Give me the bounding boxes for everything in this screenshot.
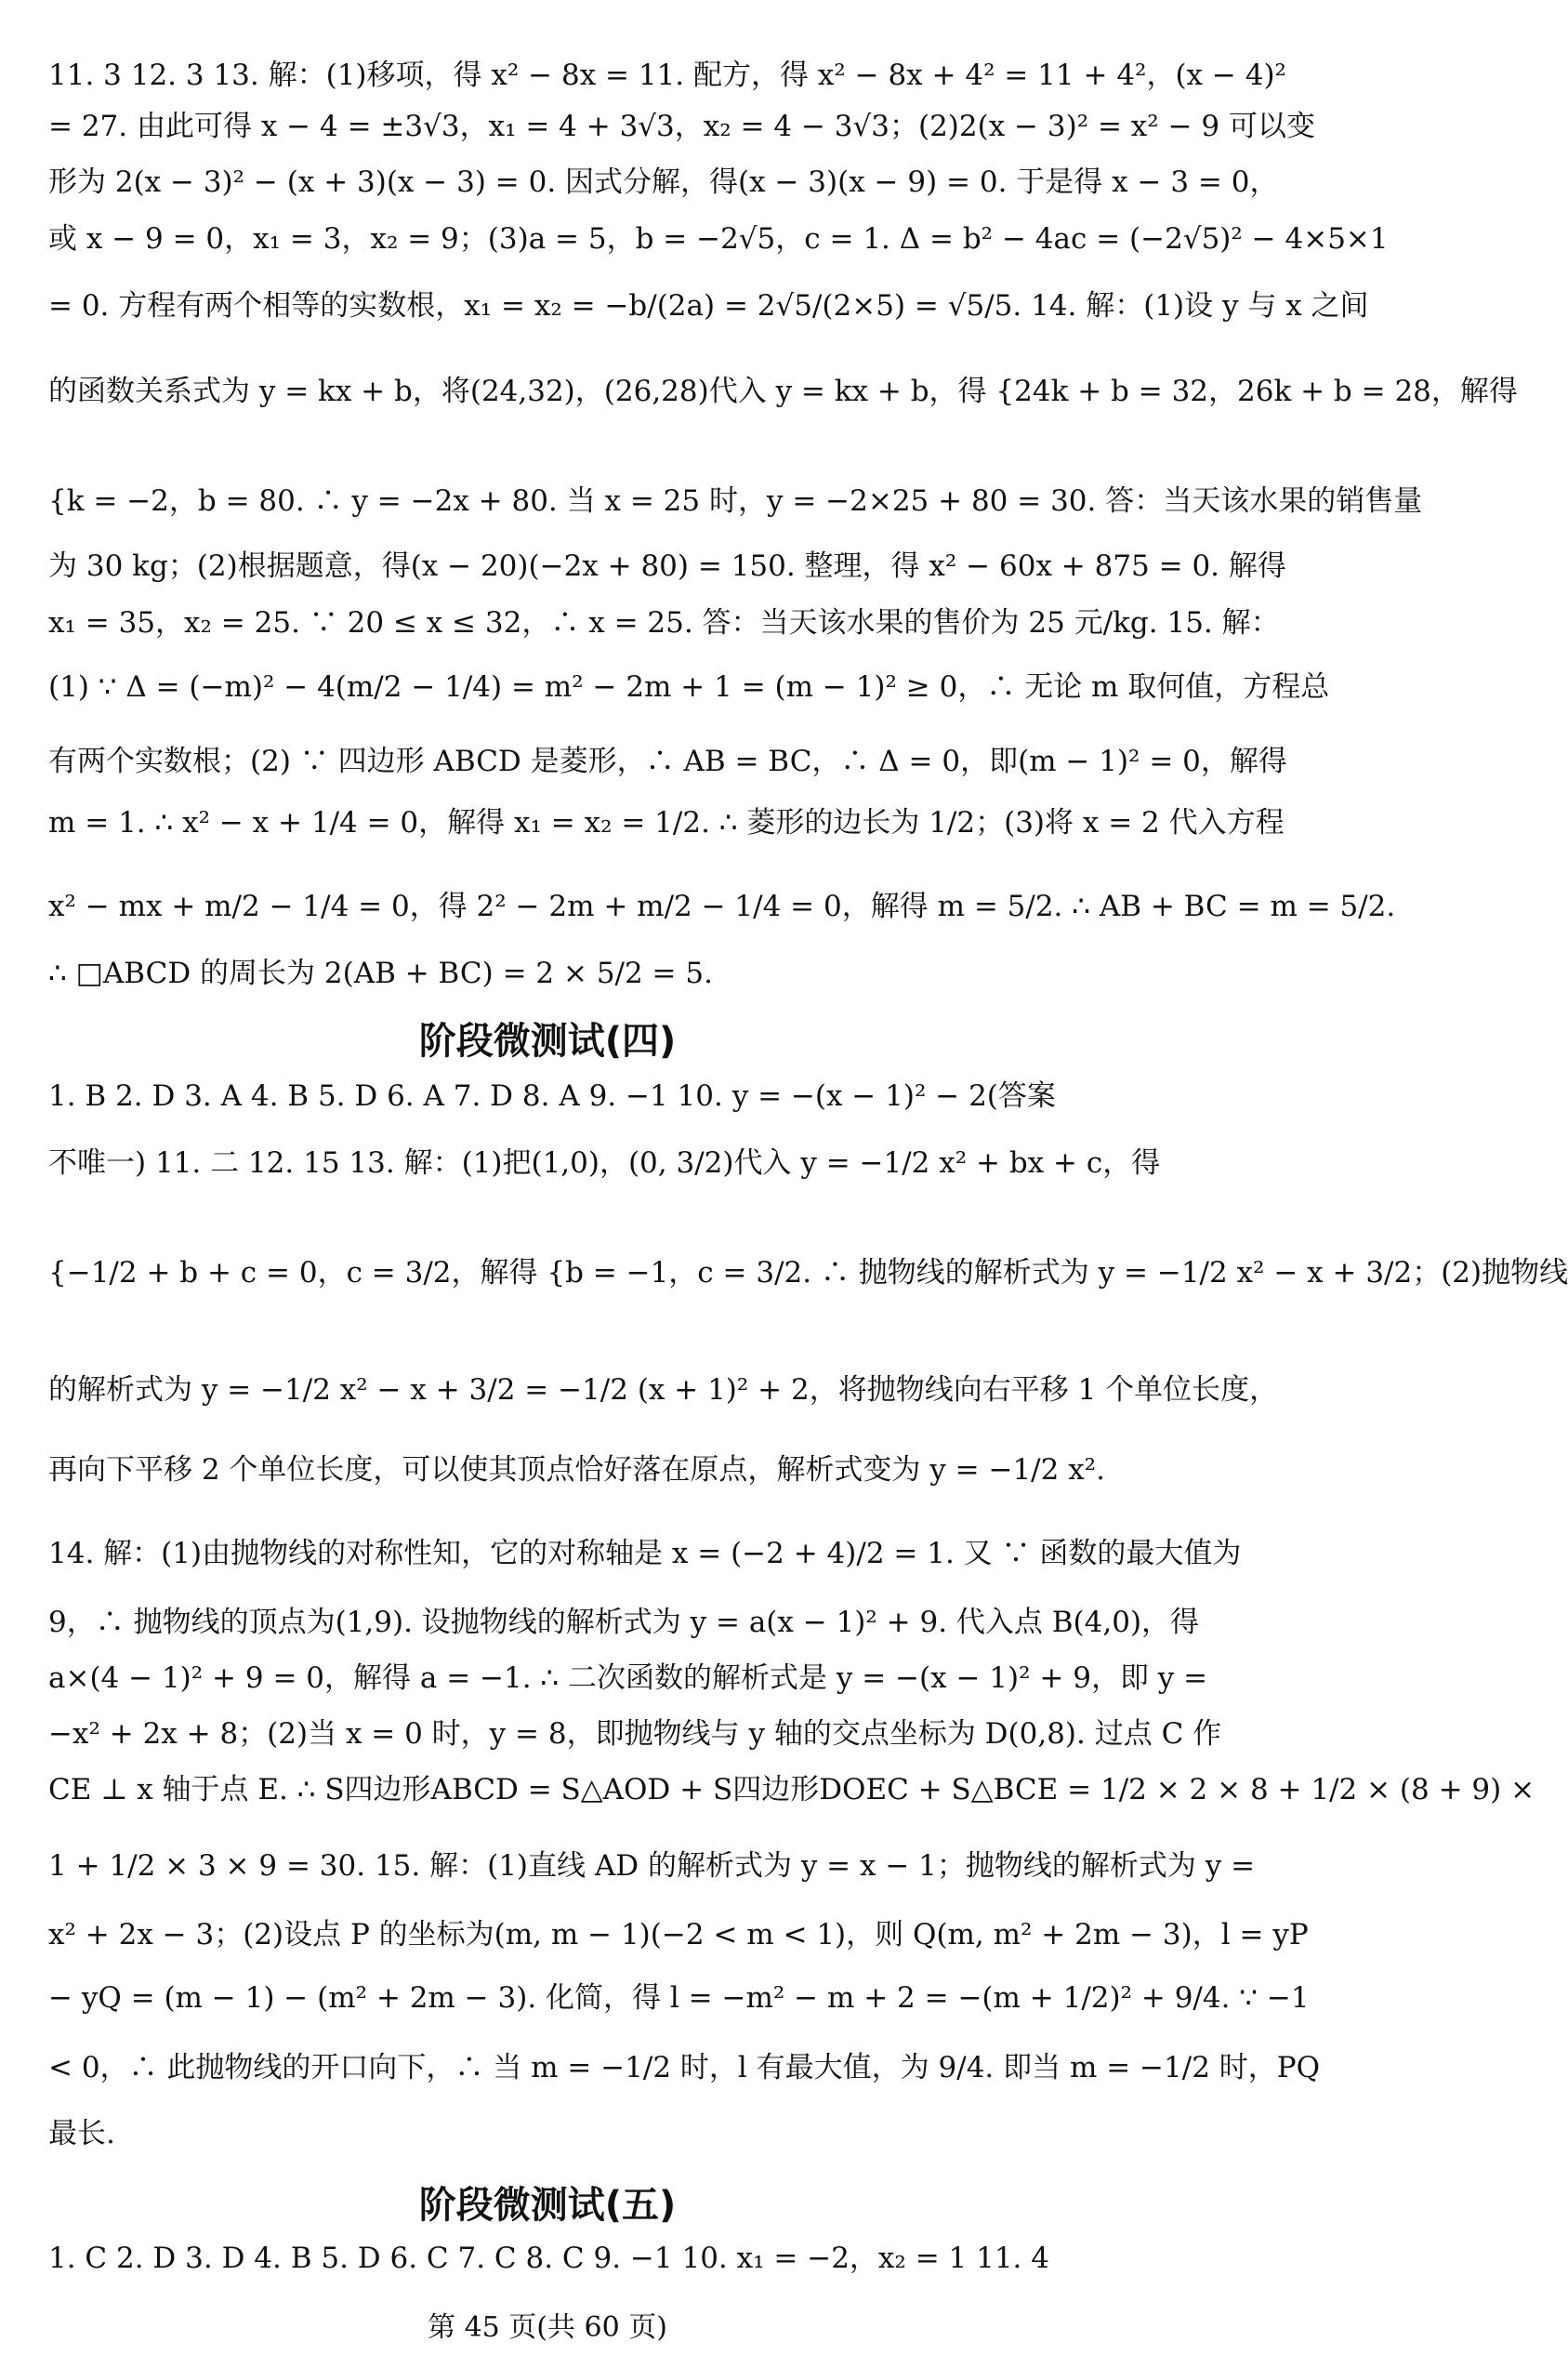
text-line: 为 30 kg；(2)根据题意，得(x − 20)(−2x + 80) = 150. 整理，得 x² − 60x + 875 = 0. 解得 bbox=[48, 549, 1286, 583]
text-line: ∴ □ABCD 的周长为 2(AB + BC) = 2 × 5/2 = 5. bbox=[48, 957, 713, 990]
text-line: 9，∴ 抛物线的顶点为(1,9). 设抛物线的解析式为 y = a(x − 1)² + 9. 代入点 B(4,0)，得 bbox=[48, 1606, 1200, 1639]
text-line: = 0. 方程有两个相等的实数根，x₁ = x₂ = −b/(2a) = 2√5/(2×5) = √5/5. 14. 解：(1)设 y 与 x 之间 bbox=[48, 289, 1369, 323]
text-line: = 27. 由此可得 x − 4 = ±3√3，x₁ = 4 + 3√3，x₂ = 4 − 3√3；(2)2(x − 3)² = x² − 9 可以变 bbox=[48, 110, 1315, 143]
section-title: 阶段微测试(四) bbox=[418, 1020, 677, 1063]
page-footer: 第 45 页(共 60 页) bbox=[428, 2311, 667, 2344]
text-line: {−1/2 + b + c = 0，c = 3/2，解得 {b = −1，c = 3/2. ∴ 抛物线的解析式为 y = −1/2 x² − x + 3/2；(2)抛物线 bbox=[48, 1256, 1568, 1290]
text-line: x² − mx + m/2 − 1/4 = 0，得 2² − 2m + m/2 − 1/4 = 0，解得 m = 5/2. ∴ AB + BC = m = 5/2. bbox=[48, 890, 1396, 923]
text-line: {k = −2，b = 80. ∴ y = −2x + 80. 当 x = 25 时，y = −2×25 + 80 = 30. 答：当天该水果的销售量 bbox=[48, 484, 1423, 518]
text-line: 14. 解：(1)由抛物线的对称性知，它的对称轴是 x = (−2 + 4)/2 = 1. 又 ∵ 函数的最大值为 bbox=[48, 1537, 1242, 1570]
text-line: 1. B 2. D 3. A 4. B 5. D 6. A 7. D 8. A 9. −1 10. y = −(x − 1)² − 2(答案 bbox=[48, 1079, 1056, 1113]
text-line: 有两个实数根；(2) ∵ 四边形 ABCD 是菱形，∴ AB = BC，∴ Δ = 0，即(m − 1)² = 0，解得 bbox=[48, 745, 1287, 778]
text-line: 的解析式为 y = −1/2 x² − x + 3/2 = −1/2 (x + 1)² + 2，将抛物线向右平移 1 个单位长度， bbox=[48, 1373, 1279, 1407]
text-line: CE ⊥ x 轴于点 E. ∴ S四边形ABCD = S△AOD + S四边形DOEC + S△BCE = 1/2 × 2 × 8 + 1/2 × (8 + 9) × bbox=[48, 1773, 1535, 1806]
text-line: < 0，∴ 此抛物线的开口向下，∴ 当 m = −1/2 时，l 有最大值，为 9/4. 即当 m = −1/2 时，PQ bbox=[48, 2051, 1321, 2084]
text-line: x₁ = 35，x₂ = 25. ∵ 20 ≤ x ≤ 32，∴ x = 25. 答：当天该水果的售价为 25 元/kg. 15. 解： bbox=[48, 606, 1280, 640]
text-line: 再向下平移 2 个单位长度，可以使其顶点恰好落在原点，解析式变为 y = −1/2 x². bbox=[48, 1453, 1105, 1487]
text-line: m = 1. ∴ x² − x + 1/4 = 0，解得 x₁ = x₂ = 1/2. ∴ 菱形的边长为 1/2；(3)将 x = 2 代入方程 bbox=[48, 806, 1285, 840]
text-line: 11. 3 12. 3 13. 解：(1)移项，得 x² − 8x = 11. 配方，得 x² − 8x + 4² = 11 + 4²，(x − 4)² bbox=[48, 59, 1286, 92]
text-line: a×(4 − 1)² + 9 = 0，解得 a = −1. ∴ 二次函数的解析式是 y = −(x − 1)² + 9，即 y = bbox=[48, 1661, 1208, 1695]
text-line: 形为 2(x − 3)² − (x + 3)(x − 3) = 0. 因式分解，得(x − 3)(x − 9) = 0. 于是得 x − 3 = 0， bbox=[48, 165, 1279, 199]
text-line: 最长. bbox=[48, 2117, 115, 2150]
text-line: −x² + 2x + 8；(2)当 x = 0 时，y = 8，即抛物线与 y 轴的交点坐标为 D(0,8). 过点 C 作 bbox=[48, 1717, 1222, 1751]
text-line: − yQ = (m − 1) − (m² + 2m − 3). 化简，得 l = −m² − m + 2 = −(m + 1/2)² + 9/4. ∵ −1 bbox=[48, 1981, 1310, 2015]
text-line: 不唯一) 11. 二 12. 15 13. 解：(1)把(1,0)，(0, 3/2)代入 y = −1/2 x² + bx + c，得 bbox=[48, 1146, 1161, 1180]
text-line: x² + 2x − 3；(2)设点 P 的坐标为(m, m − 1)(−2 < m < 1)，则 Q(m, m² + 2m − 3)，l = yP bbox=[48, 1918, 1309, 1951]
text-line: 1 + 1/2 × 3 × 9 = 30. 15. 解：(1)直线 AD 的解析式为 y = x − 1；抛物线的解析式为 y = bbox=[48, 1849, 1256, 1883]
section-title: 阶段微测试(五) bbox=[418, 2184, 677, 2227]
text-line: 或 x − 9 = 0，x₁ = 3，x₂ = 9；(3)a = 5，b = −2√5，c = 1. Δ = b² − 4ac = (−2√5)² − 4×5×1 bbox=[48, 222, 1389, 256]
text-line: (1) ∵ Δ = (−m)² − 4(m/2 − 1/4) = m² − 2m + 1 = (m − 1)² ≥ 0，∴ 无论 m 取何值，方程总 bbox=[48, 670, 1330, 704]
text-line: 1. C 2. D 3. D 4. B 5. D 6. C 7. C 8. C 9. −1 10. x₁ = −2，x₂ = 1 11. 4 bbox=[48, 2242, 1049, 2275]
text-line: 的函数关系式为 y = kx + b，将(24,32)，(26,28)代入 y = kx + b，得 {24k + b = 32，26k + b = 28，解得 bbox=[48, 375, 1518, 408]
